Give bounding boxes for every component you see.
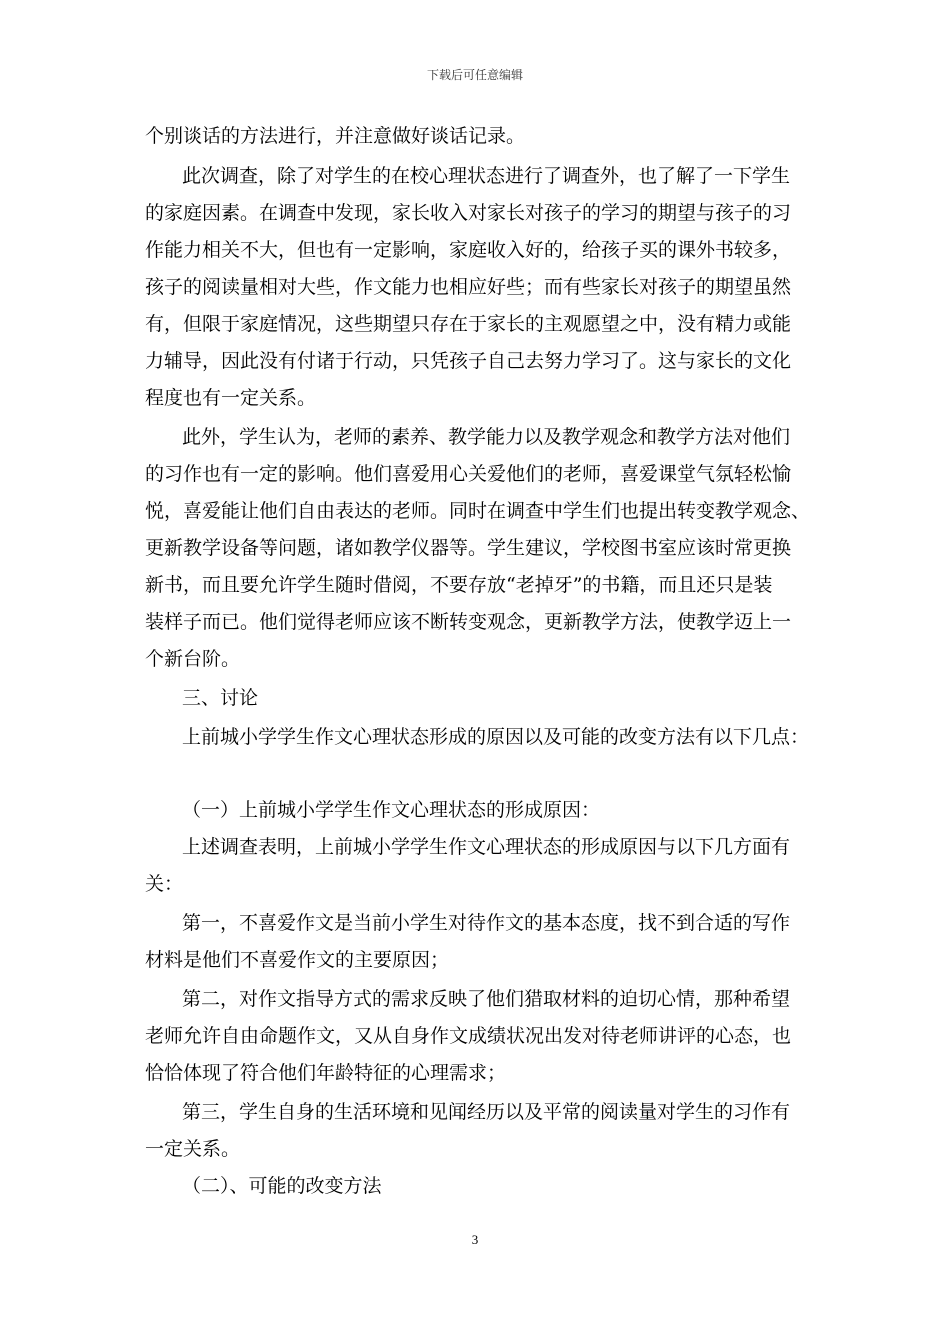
body-line: 上前城小学学生作文心理状态形成的原因以及可能的改变方法有以下几点： — [182, 726, 810, 748]
body-line: 第三，学生自身的生活环境和见闻经历以及平常的阅读量对学生的习作有 — [182, 1101, 791, 1123]
body-line: 一定关系。 — [145, 1138, 241, 1160]
body-line: 程度也有一定关系。 — [145, 387, 317, 409]
body-line: 有，但限于家庭情况，这些期望只存在于家长的主观愿望之中，没有精力或能 — [145, 313, 792, 335]
body-line: 悦，喜爱能让他们自由表达的老师。同时在调查中学生们也提出转变教学观念、 — [145, 500, 811, 522]
body-line: 上述调查表明，上前城小学学生作文心理状态的形成原因与以下几方面有 — [182, 836, 791, 858]
body-line: 个新台阶。 — [145, 648, 241, 670]
body-line: 材料是他们不喜爱作文的主要原因； — [145, 949, 450, 971]
body-line: 第二，对作文指导方式的需求反映了他们猎取材料的迫切心情，那种希望 — [182, 988, 791, 1010]
body-line: 孩子的阅读量相对大些，作文能力也相应好些；而有些家长对孩子的期望虽然 — [145, 276, 792, 298]
body-line: 装样子而已。他们觉得老师应该不断转变观念，更新教学方法，使教学迈上一 — [145, 611, 792, 633]
subsection-heading: （二）、可能的改变方法 — [182, 1175, 382, 1197]
body-line: 第一，不喜爱作文是当前小学生对待作文的基本态度，找不到合适的写作 — [182, 912, 791, 934]
body-line: 老师允许自由命题作文，又从自身作文成绩状况出发对待老师讲评的心态，也 — [145, 1025, 792, 1047]
subsection-heading: （一）上前城小学学生作文心理状态的形成原因： — [182, 799, 601, 821]
body-line: 关： — [145, 873, 184, 895]
body-line: 作能力相关不大，但也有一定影响，家庭收入好的，给孩子买的课外书较多， — [145, 239, 792, 261]
body-line: 此外，学生认为，老师的素养、教学能力以及教学观念和教学方法对他们 — [182, 426, 791, 448]
body-line: 个别谈话的方法进行，并注意做好谈话记录。 — [145, 125, 526, 147]
page-number: 3 — [471, 1232, 479, 1247]
section-heading: 三、讨论 — [182, 687, 259, 709]
body-line: 新书，而且要允许学生随时借阅，不要存放“老掉牙”的书籍，而且还只是装 — [145, 574, 773, 596]
body-line: 的家庭因素。在调查中发现，家长收入对家长对孩子的学习的期望与孩子的习 — [145, 202, 792, 224]
body-line: 恰恰体现了符合他们年龄特征的心理需求； — [145, 1062, 507, 1084]
body-line: 更新教学设备等问题，诸如教学仪器等。学生建议，学校图书室应该时常更换 — [145, 537, 792, 559]
body-line: 此次调查，除了对学生的在校心理状态进行了调查外，也了解了一下学生 — [182, 165, 791, 187]
page-header: 下载后可任意编辑 — [426, 68, 523, 82]
body-line: 力辅导，因此没有付诸于行动，只凭孩子自己去努力学习了。这与家长的文化 — [145, 350, 792, 372]
body-line: 的习作也有一定的影响。他们喜爱用心关爱他们的老师，喜爱课堂气氛轻松愉 — [145, 463, 792, 485]
